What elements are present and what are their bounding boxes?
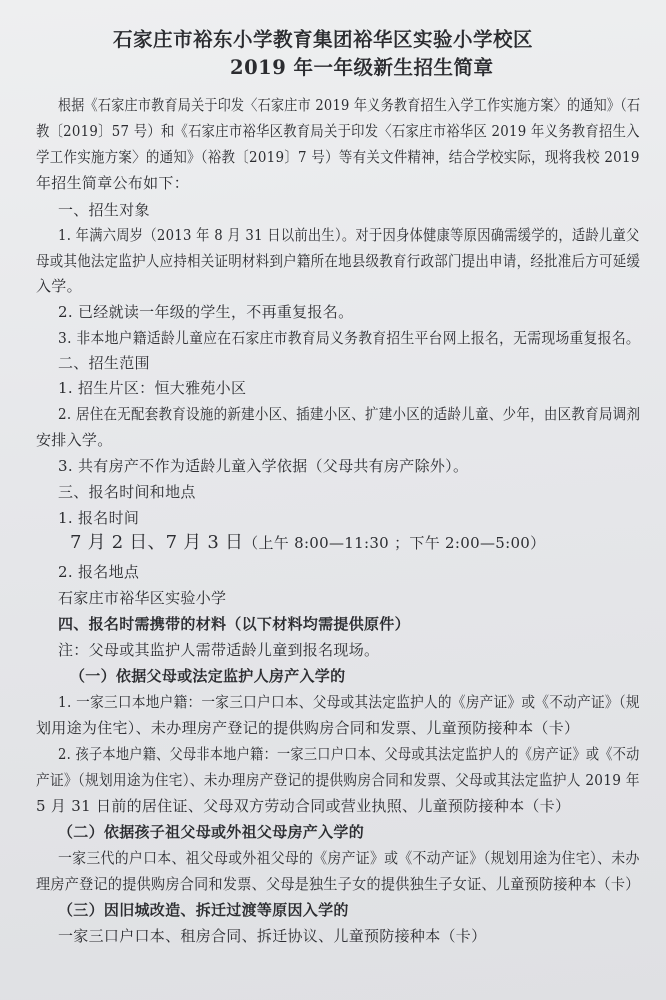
document-subtitle: 2019 年一年级新生招生简章 xyxy=(230,56,494,79)
intro-line: 教〔2019〕57 号）和《石家庄市裕华区教育局关于印发〈石家庄市裕华区 2019 年义务教育招生入 xyxy=(36,122,640,140)
section-4c-heading: （三）因旧城改造、拆迁过渡等原因入学的 xyxy=(58,901,349,919)
section-4-heading: 四、报名时需携带的材料（以下材料均需提供原件） xyxy=(58,615,410,633)
registration-place: 石家庄市裕华区实验小学 xyxy=(58,589,227,607)
section-1-item-1: 入学。 xyxy=(36,277,82,295)
section-4b-heading: （二）依据孩子祖父母或外祖父母房产入学的 xyxy=(58,823,365,841)
section-2-item-3: 3. 共有房产不作为适龄儿童入学依据（父母共有房产除外）。 xyxy=(58,457,469,475)
registration-hours: （上午 8:00—11:30 ；下午 2:00—5:00） xyxy=(243,534,546,552)
section-2-item-1: 1. 招生片区：恒大雅苑小区 xyxy=(58,379,247,397)
section-4c-body: 一家三口户口本、租房合同、拆迁协议、儿童预防接种本（卡） xyxy=(58,927,487,945)
section-4-note: 注：父母或其监护人需带适龄儿童到报名现场。 xyxy=(58,641,380,659)
section-3-sub-2: 2. 报名地点 xyxy=(58,563,140,581)
section-4a-item-2: 产证》（规划用途为住宅）、未办理房产登记的提供购房合同和发票、父母或其法定监护人 2019 年 xyxy=(36,771,640,789)
document-title: 石家庄市裕东小学教育集团裕华区实验小学校区 xyxy=(113,28,534,51)
section-1-heading: 一、招生对象 xyxy=(58,201,150,219)
registration-time xyxy=(70,533,545,553)
intro-line: 年招生简章公布如下： xyxy=(36,174,190,192)
section-4a-heading: （一）依据父母或法定监护人房产入学的 xyxy=(70,667,346,685)
section-1-item-2: 2. 已经就读一年级的学生，不再重复报名。 xyxy=(58,303,354,321)
section-2-item-2: 2. 居住在无配套教育设施的新建小区、插建小区、扩建小区的适龄儿童、少年，由区教育局调剂 xyxy=(58,405,641,423)
section-4b-body: 一家三代的户口本、祖父母或外祖父母的《房产证》或《不动产证》（规划用途为住宅）、未办 xyxy=(58,849,640,867)
section-3-heading: 三、报名时间和地点 xyxy=(58,483,196,501)
section-1-item-1: 1. 年满六周岁（2013 年 8 月 31 日以前出生）。对于因身体健康等原因确需缓学的，适龄儿童父 xyxy=(58,226,640,244)
section-1-item-1: 母或其他法定监护人应持相关证明材料到户籍所在地县级教育行政部门提出申请，经批准后方可延缓 xyxy=(36,252,641,270)
section-4a-item-1: 划用途为住宅）、未办理房产登记的提供购房合同和发票、儿童预防接种本（卡） xyxy=(36,719,580,737)
section-2-item-2: 安排入学。 xyxy=(36,431,113,449)
section-4a-item-2: 2. 孩子本地户籍、父母非本地户籍：一家三口户口本、父母或其法定监护人的《房产证》或《不动 xyxy=(58,745,640,763)
section-2-heading: 二、招生范围 xyxy=(58,354,150,372)
intro-line: 根据《石家庄市教育局关于印发〈石家庄市 2019 年义务教育招生入学工作实施方案〉的通知》（石 xyxy=(58,96,641,114)
section-3-sub-1: 1. 报名时间 xyxy=(58,509,140,527)
section-4b-body: 理房产登记的提供购房合同和发票、父母是独生子女的提供独生子女证、儿童预防接种本（卡） xyxy=(36,875,640,893)
section-4a-item-1: 1. 一家三口本地户籍：一家三口户口本、父母或其法定监护人的《房产证》或《不动产证》（规 xyxy=(58,693,640,711)
intro-line: 学工作实施方案〉的通知》（裕教〔2019〕7 号）等有关文件精神，结合学校实际，现将我校 2019 xyxy=(36,148,640,166)
section-4a-item-2: 5 月 31 日前的居住证、父母双方劳动合同或营业执照、儿童预防接种本（卡） xyxy=(36,797,571,815)
registration-dates: 7 月 2 日、7 月 3 日 xyxy=(70,532,244,553)
section-1-item-3: 3. 非本地户籍适龄儿童应在石家庄市教育局义务教育招生平台网上报名，无需现场重复报名。 xyxy=(58,329,640,347)
